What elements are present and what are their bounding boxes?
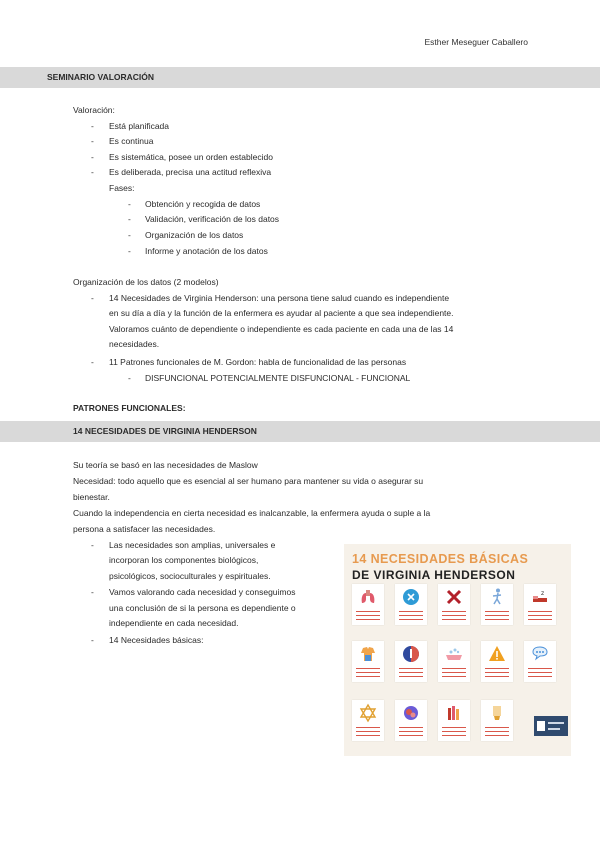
bullet-line: psicológicos, socioculturales y espirituales.	[109, 571, 271, 581]
list-item: Validación, verificación de los datos	[145, 214, 280, 224]
list-item: Obtención y recogida de datos	[145, 199, 261, 209]
section-title-henderson: 14 NECESIDADES DE VIRGINIA HENDERSON	[0, 421, 600, 442]
need-card	[352, 700, 384, 741]
need-card	[524, 641, 556, 682]
henderson-line: 14 Necesidades de Virginia Henderson: una persona tiene salud cuando es independiente	[109, 293, 450, 303]
list-item: Es continua	[109, 136, 154, 146]
henderson-line: necesidades.	[109, 339, 160, 349]
fases-label: Fases:	[109, 183, 135, 193]
henderson-line: en su día a día y la función de la enfermera es ayudar al paciente a que sea independiente.	[109, 308, 454, 318]
paragraph: bienestar.	[73, 492, 110, 502]
bullet-line: 14 Necesidades básicas:	[109, 635, 204, 645]
paragraph: Necesidad: todo aquello que es esencial al ser humano para mantener su vida o asegurar su	[73, 476, 424, 486]
need-card	[395, 700, 427, 741]
need-card	[524, 584, 556, 625]
need-card	[352, 584, 384, 625]
bullet-line: una conclusión de si la persona es dependiente o	[109, 603, 296, 613]
lungs-icon	[358, 587, 378, 607]
list-item: Está planificada	[109, 121, 170, 131]
gordon-sub: DISFUNCIONAL POTENCIALMENTE DISFUNCIONAL - FUNCIONAL	[145, 373, 411, 383]
clothes-icon	[358, 644, 378, 664]
valoracion-label: Valoración:	[73, 105, 115, 115]
need-card	[395, 641, 427, 682]
learning-icon	[487, 703, 507, 723]
thermometer-icon	[401, 644, 421, 664]
list-item: Es sistemática, posee un orden establecido	[109, 152, 273, 162]
brand-logo	[534, 716, 568, 736]
red-x-icon	[444, 587, 464, 607]
need-card	[395, 584, 427, 625]
gordon-line: 11 Patrones funcionales de M. Gordon: habla de funcionalidad de las personas	[109, 357, 407, 367]
bullet-line: independiente en cada necesidad.	[109, 618, 239, 628]
organs-icon	[401, 703, 421, 723]
author-name: Esther Meseguer Caballero	[424, 37, 528, 47]
bullet-line: Las necesidades son amplias, universales e	[109, 540, 276, 550]
need-card	[438, 641, 470, 682]
svg-text:z: z	[541, 590, 545, 597]
sleep-icon	[530, 587, 550, 607]
paragraph: Su teoría se basó en las necesidades de Maslow	[73, 460, 258, 470]
communication-icon	[530, 644, 550, 664]
need-card	[481, 584, 513, 625]
list-item: Organización de los datos	[145, 230, 244, 240]
bullet-line: Vamos valorando cada necesidad y conseguimos	[109, 587, 296, 597]
patrones-heading: PATRONES FUNCIONALES:	[73, 403, 186, 413]
need-card	[481, 700, 513, 741]
paragraph: persona a satisfacer las necesidades.	[73, 524, 216, 534]
books-icon	[444, 703, 464, 723]
need-card	[438, 700, 470, 741]
section-title-seminario: SEMINARIO VALORACIÓN	[0, 67, 600, 88]
infographic-title: 14 NECESIDADES BÁSICAS	[352, 552, 529, 566]
bath-icon	[444, 644, 464, 664]
paragraph: Cuando la independencia en cierta necesidad es inalcanzable, la enfermera ayuda o suple a la	[73, 508, 431, 518]
list-item: Informe y anotación de los datos	[145, 246, 268, 256]
need-card	[438, 584, 470, 625]
need-card	[481, 641, 513, 682]
henderson-line: Valoramos cuánto de dependiente o independiente es cada paciente en cada una de las 14	[109, 324, 454, 334]
person-walk-icon	[487, 587, 507, 607]
henderson-infographic	[344, 544, 571, 756]
infographic-subtitle: DE VIRGINIA HENDERSON	[352, 568, 516, 582]
need-card	[352, 641, 384, 682]
list-item: Es deliberada, precisa una actitud reflexiva	[109, 167, 272, 177]
bullet-line: incorporan los componentes biológicos,	[109, 555, 259, 565]
warning-icon	[487, 644, 507, 664]
organizacion-label: Organización de los datos (2 modelos)	[73, 277, 219, 287]
circle-x-icon	[401, 587, 421, 607]
star-of-david-icon	[358, 703, 378, 723]
